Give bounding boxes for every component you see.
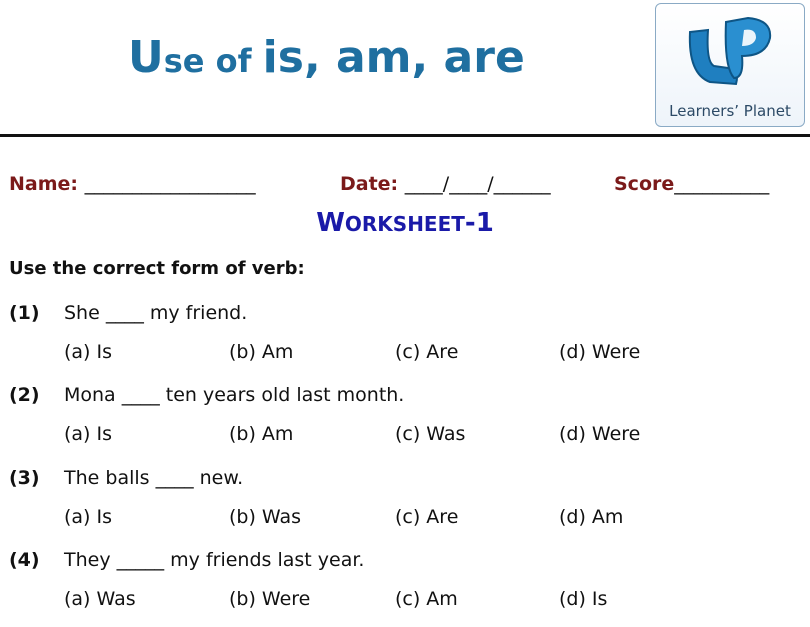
title-initial: U [128,32,164,83]
option-b: (b) Were [229,588,311,610]
title-main: is, am, are [262,32,525,83]
score-line: __________ [674,173,770,195]
question-text: They _____ my friends last year. [64,549,365,571]
question-text: She ____ my friend. [64,302,248,324]
option-b: (b) Am [229,423,294,445]
question-text: The balls ____ new. [64,467,244,489]
option-a: (a) Is [64,341,113,363]
option-b: (b) Am [229,341,294,363]
name-line: __________________ [84,173,256,195]
learners-planet-logo [655,3,805,127]
option-c: (c) Are [395,341,459,363]
instruction: Use the correct form of verb: [9,258,305,279]
header-divider [0,134,810,137]
option-c: (c) Are [395,506,459,528]
title-middle: se of [163,42,263,80]
option-c: (c) Was [395,423,466,445]
page-title [128,32,525,83]
score-field [614,173,769,195]
option-d: (d) Were [559,423,641,445]
worksheet-title-rest: ORKSHEET [344,212,465,236]
name-field [9,173,256,195]
question-number: (1) [9,302,40,324]
date-label: Date: [340,173,399,195]
option-a: (a) Is [64,506,113,528]
question-text: Mona ____ ten years old last month. [64,384,405,406]
option-a: (a) Is [64,423,113,445]
date-field [340,173,551,195]
option-d: (d) Is [559,588,608,610]
question-number: (4) [9,549,40,571]
worksheet-title-number: -1 [464,208,494,238]
worksheet-title [0,208,810,238]
option-a: (a) Was [64,588,136,610]
lp-logo-icon [680,12,780,100]
option-d: (d) Were [559,341,641,363]
name-label: Name: [9,173,79,195]
worksheet-title-initial: W [316,208,345,238]
question-number: (3) [9,467,40,489]
option-b: (b) Was [229,506,302,528]
option-d: (d) Am [559,506,624,528]
option-c: (c) Am [395,588,458,610]
logo-text: Learners’ Planet [669,102,791,120]
question-number: (2) [9,384,40,406]
score-label: Score [614,173,675,195]
date-line: ____/____/______ [404,173,551,195]
